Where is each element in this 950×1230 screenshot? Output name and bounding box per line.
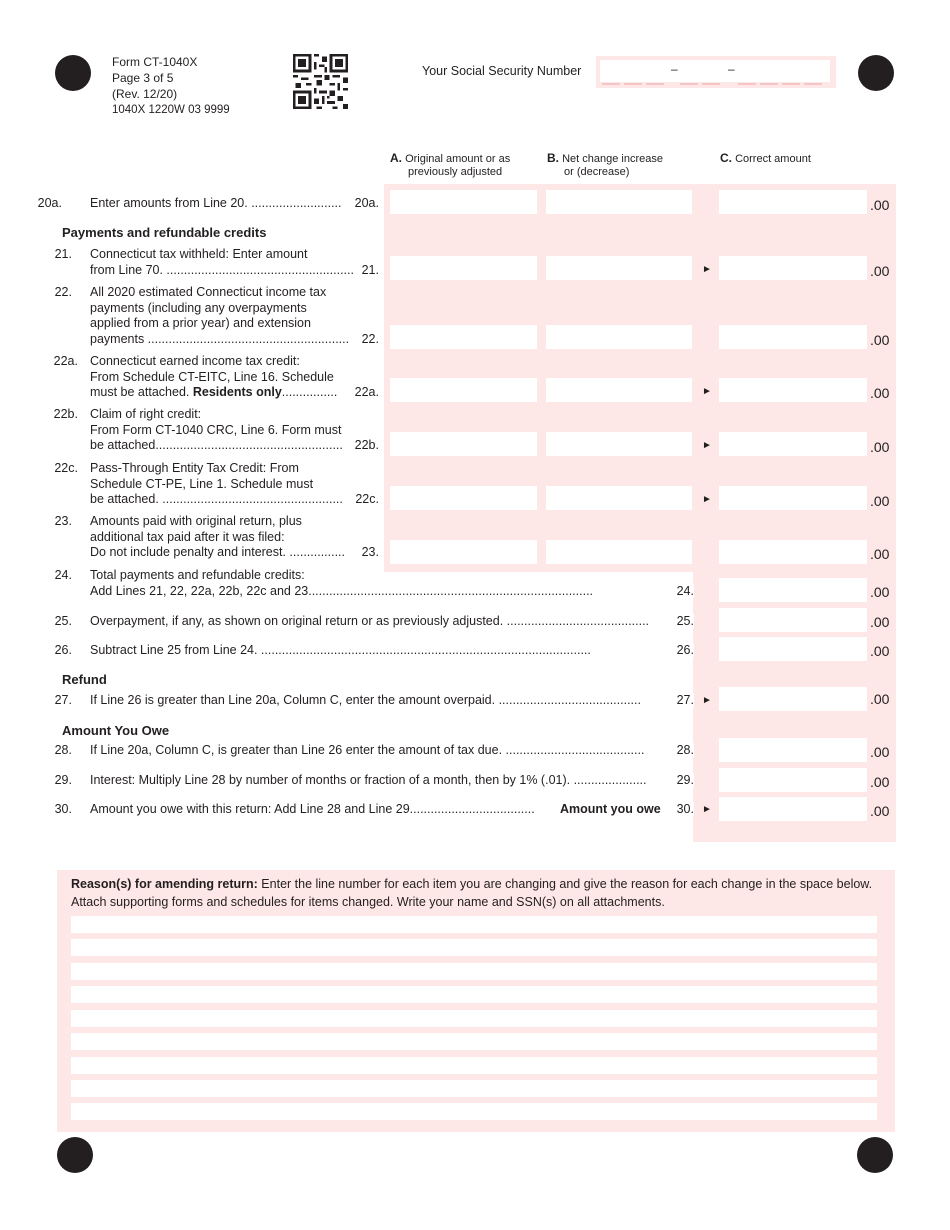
line-22b-col-b-input[interactable]	[546, 432, 692, 456]
reason-input-line[interactable]	[71, 1103, 877, 1120]
ssn-digit-mark	[738, 83, 756, 85]
reason-instructions: Reason(s) for amending return: Enter the line number for each item you are changing and give the reason for each change in the space below. Attach supporting forms and schedules for items changed. Write your name and SSN(s) on all attachments.	[71, 877, 873, 909]
line-23-cents: .00	[870, 546, 890, 562]
line-24-cents: .00	[870, 584, 890, 600]
line-22-ref: 22.	[361, 332, 379, 346]
line-22b-col-a-input[interactable]	[390, 432, 537, 456]
column-a-header: A. Original amount or as previously adjusted	[390, 151, 511, 178]
line-24-ref: 24.	[652, 584, 694, 598]
section-owe: Amount You Owe	[62, 723, 170, 738]
line-26-ref: 26.	[652, 643, 694, 657]
line-23-col-b-input[interactable]	[546, 540, 692, 564]
line-20a-ref: 20a.	[354, 196, 379, 210]
line-26-cents: .00	[870, 643, 890, 659]
line-22c-col-a-input[interactable]	[390, 486, 537, 510]
line-22c-ref: 22c.	[355, 492, 379, 506]
ssn-dash-2: –	[728, 62, 735, 76]
line-23-ref: 23.	[361, 545, 379, 559]
line-30-arrow-icon: ►	[702, 804, 712, 815]
ssn-input[interactable]	[600, 60, 830, 82]
line-20a-col-a-input[interactable]	[390, 190, 537, 214]
registration-mark-bottom-right	[857, 1137, 893, 1173]
reason-input-line[interactable]	[71, 1033, 877, 1050]
line-29-ref: 29.	[652, 773, 694, 787]
line-22a-cents: .00	[870, 385, 890, 401]
reason-input-line[interactable]	[71, 986, 877, 1003]
line-21-col-a-input[interactable]	[390, 256, 537, 280]
line-27-ref: 27.	[652, 693, 694, 707]
line-22b-arrow-icon: ►	[702, 440, 712, 451]
page-number: Page 3 of 5	[112, 71, 174, 85]
reason-input-line[interactable]	[71, 939, 877, 956]
line-20a-cents: .00	[870, 197, 890, 213]
form-name: Form CT-1040X	[112, 55, 198, 69]
line-30-cents: .00	[870, 803, 890, 819]
reason-input-line[interactable]	[71, 963, 877, 980]
line-24-col-c-input[interactable]	[719, 578, 867, 602]
line-22a-col-b-input[interactable]	[546, 378, 692, 402]
line-22-cents: .00	[870, 332, 890, 348]
line-22c-col-b-input[interactable]	[546, 486, 692, 510]
ssn-label: Your Social Security Number	[422, 64, 582, 78]
line-29-cents: .00	[870, 774, 890, 790]
ssn-digit-mark	[702, 83, 720, 85]
line-28-cents: .00	[870, 744, 890, 760]
registration-mark-top-right	[858, 55, 894, 91]
line-21-cents: .00	[870, 263, 890, 279]
line-22a-col-a-input[interactable]	[390, 378, 537, 402]
registration-mark-bottom-left	[57, 1137, 93, 1173]
reason-input-line[interactable]	[71, 1080, 877, 1097]
line-21-ref: 21.	[361, 263, 379, 277]
revision: (Rev. 12/20)	[112, 87, 178, 101]
ssn-digit-mark	[680, 83, 698, 85]
line-22-col-b-input[interactable]	[546, 325, 692, 349]
line-20a-col-b-input[interactable]	[546, 190, 692, 214]
qr-code-icon	[293, 54, 348, 109]
line-21-col-b-input[interactable]	[546, 256, 692, 280]
line-27-col-c-input[interactable]	[719, 687, 867, 711]
line-28-col-c-input[interactable]	[719, 738, 867, 762]
form-header	[112, 54, 230, 118]
ssn-dash-1: –	[671, 62, 678, 76]
reason-input-line[interactable]	[71, 1057, 877, 1074]
line-22b-ref: 22b.	[354, 438, 379, 452]
line-22c-arrow-icon: ►	[702, 494, 712, 505]
ssn-digit-mark	[804, 83, 822, 85]
ssn-field[interactable]	[596, 56, 836, 88]
line-22b-col-c-input[interactable]	[719, 432, 867, 456]
reason-section	[57, 870, 895, 1132]
line-21-col-c-input[interactable]	[719, 256, 867, 280]
reason-input-line[interactable]	[71, 1010, 877, 1027]
line-29-col-c-input[interactable]	[719, 768, 867, 792]
ssn-digit-mark	[646, 83, 664, 85]
column-c-header: C. Correct amount	[720, 151, 811, 165]
section-refund: Refund	[62, 672, 107, 687]
line-26-col-c-input[interactable]	[719, 637, 867, 661]
line-22a-arrow-icon: ►	[702, 386, 712, 397]
ssn-digit-mark	[624, 83, 642, 85]
line-25-col-c-input[interactable]	[719, 608, 867, 632]
section-payments: Payments and refundable credits	[62, 225, 267, 240]
ssn-digit-mark	[602, 83, 620, 85]
line-22b-cents: .00	[870, 439, 890, 455]
line-22c-cents: .00	[870, 493, 890, 509]
registration-mark-top-left	[55, 55, 91, 91]
form-code: 1040X 1220W 03 9999	[112, 104, 230, 116]
line-30-amount-you-owe: Amount you owe	[560, 802, 665, 816]
line-21-arrow-icon: ►	[702, 264, 712, 275]
line-22a-col-c-input[interactable]	[719, 378, 867, 402]
line-27-cents: .00	[870, 691, 890, 707]
line-30-col-c-input[interactable]	[719, 797, 867, 821]
line-23-col-a-input[interactable]	[390, 540, 537, 564]
line-28-ref: 28.	[652, 743, 694, 757]
line-30-ref: 30.	[666, 802, 694, 816]
reason-input-line[interactable]	[71, 916, 877, 933]
column-b-header: B. Net change increase or (decrease)	[547, 151, 663, 178]
line-22a-ref: 22a.	[354, 385, 379, 399]
line-25-cents: .00	[870, 614, 890, 630]
line-27-arrow-icon: ►	[702, 695, 712, 706]
ssn-digit-mark	[782, 83, 800, 85]
ssn-digit-mark	[760, 83, 778, 85]
line-23-col-c-input[interactable]	[719, 540, 867, 564]
line-22c-col-c-input[interactable]	[719, 486, 867, 510]
line-25-ref: 25.	[652, 614, 694, 628]
line-22-col-c-input[interactable]	[719, 325, 867, 349]
line-20a-col-c-input[interactable]	[719, 190, 867, 214]
line-22-col-a-input[interactable]	[390, 325, 537, 349]
